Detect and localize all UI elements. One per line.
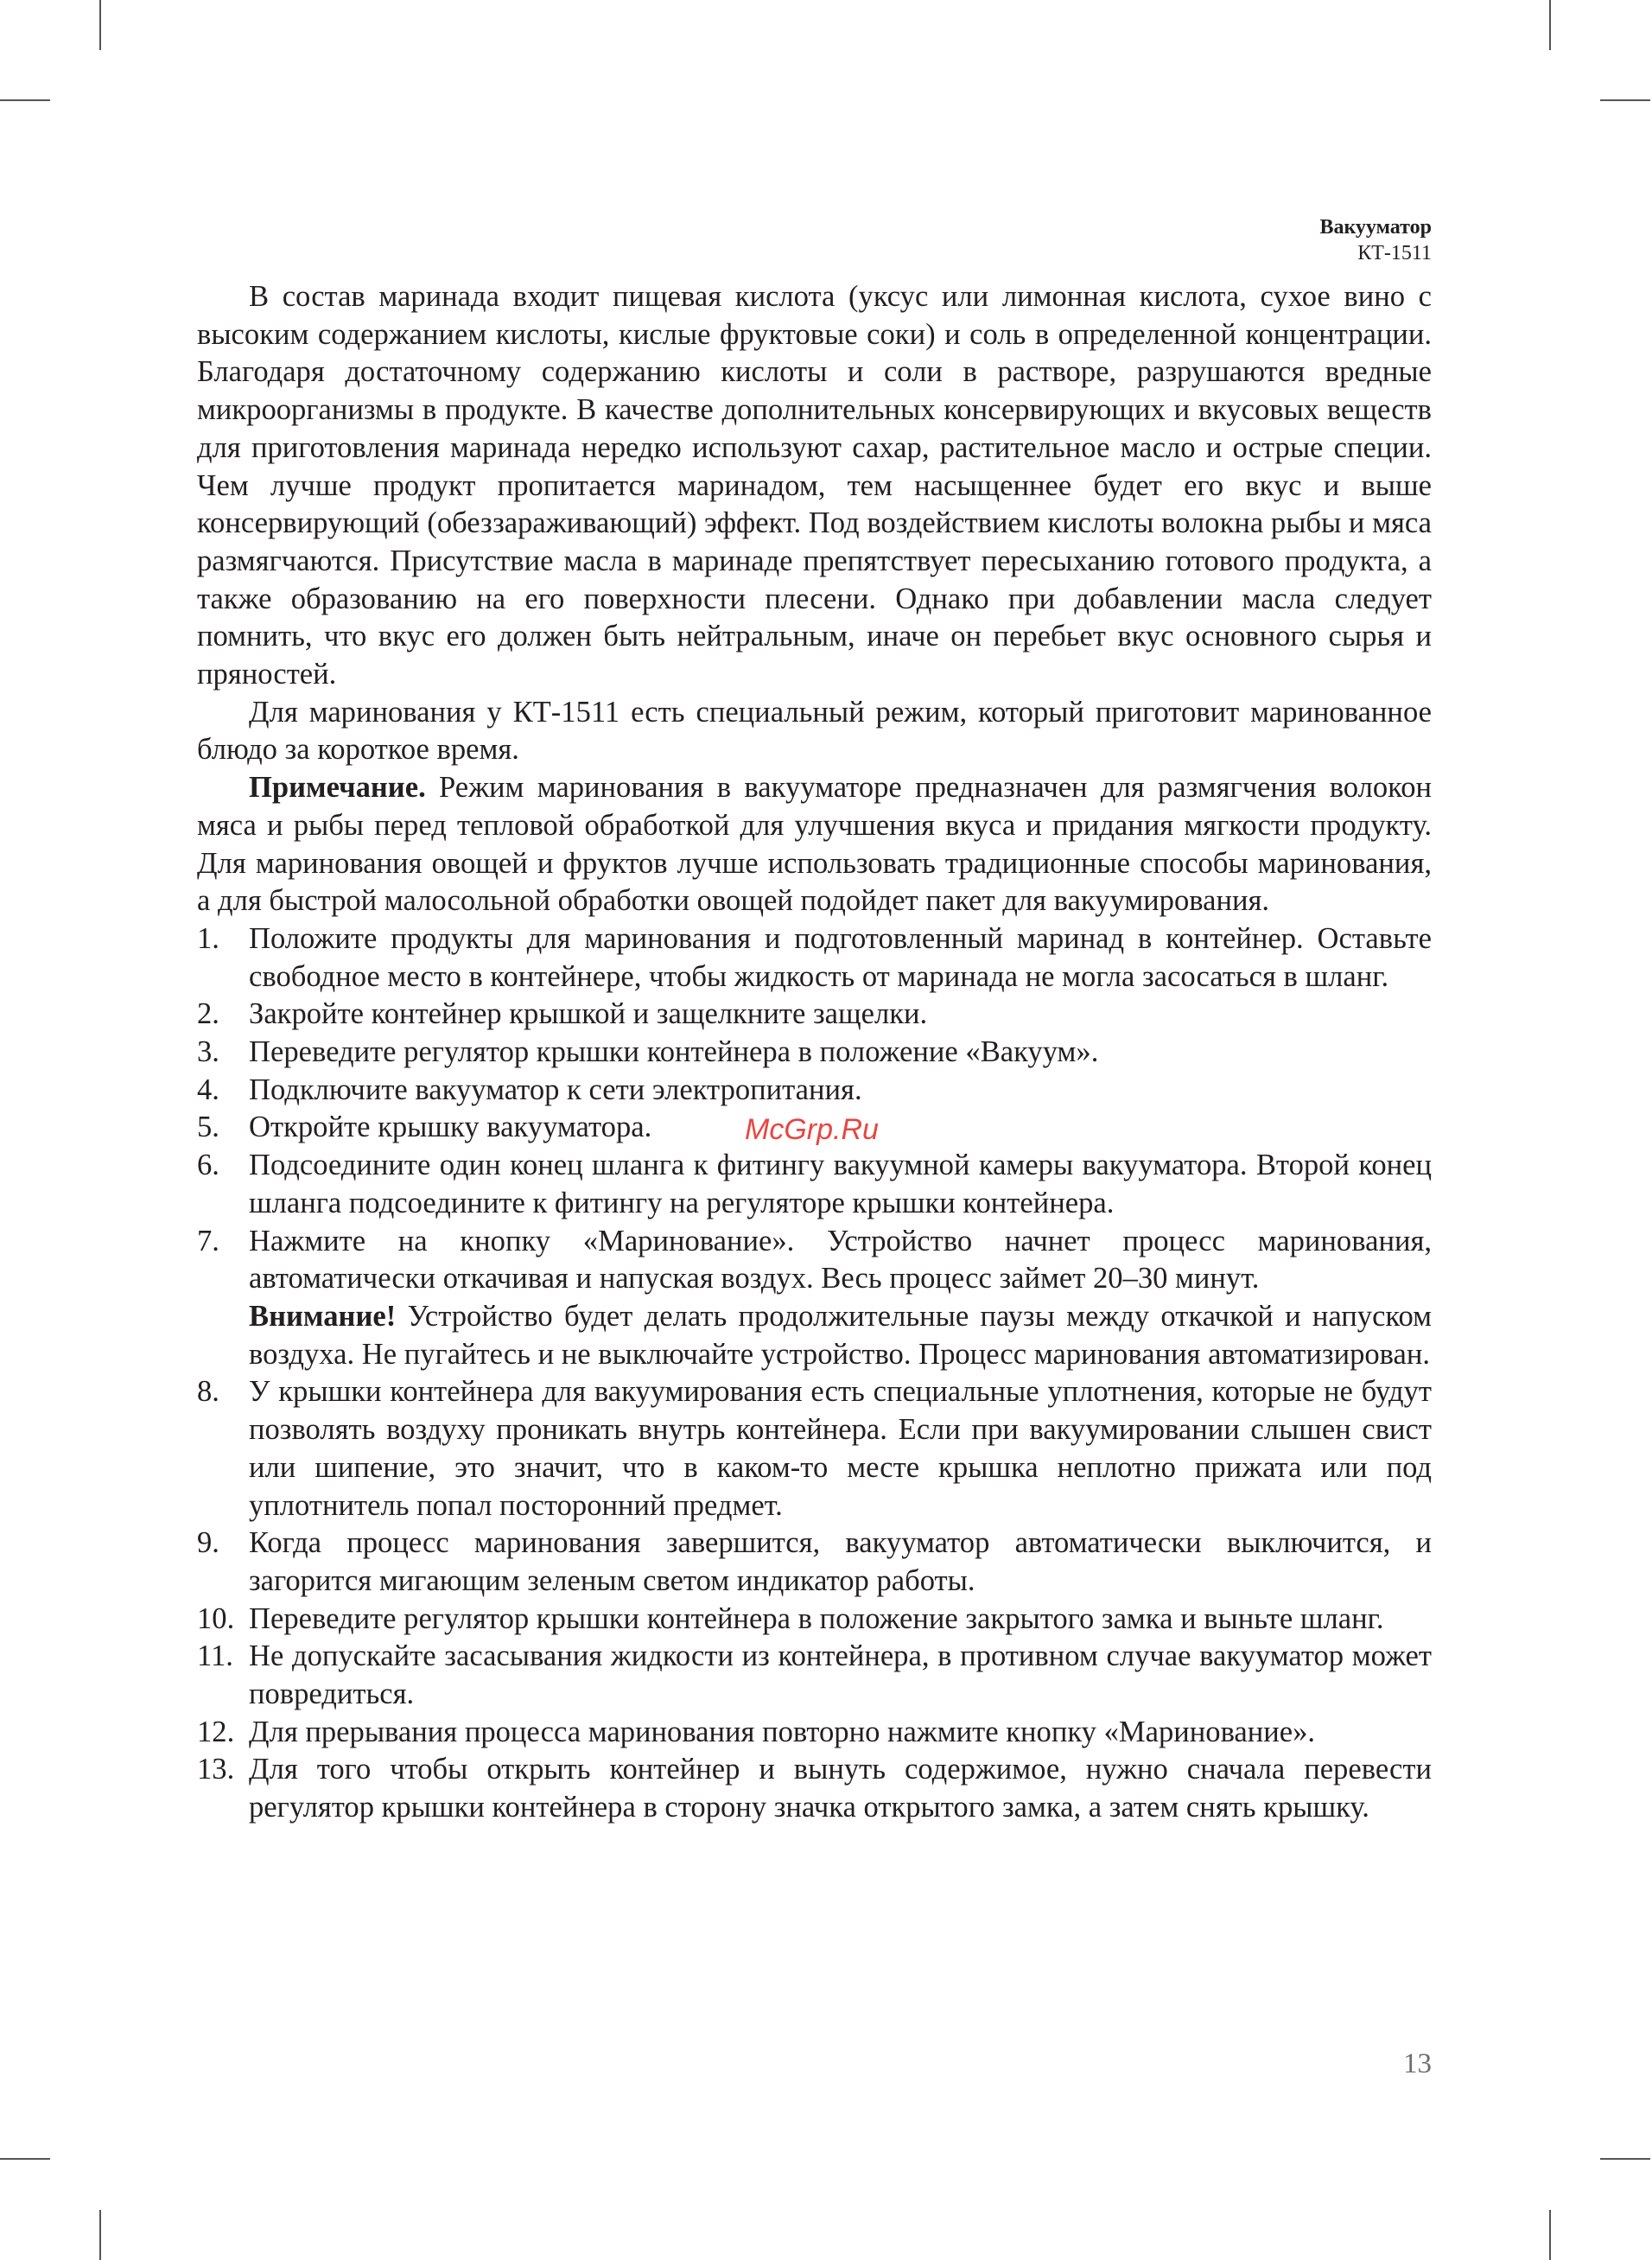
step-text: Положите продукты для маринования и подготовленный маринад в контейнер. Оставьте свободное место в контейнере, чтобы жидкость от маринада не могла засосаться в шланг. xyxy=(249,921,1432,993)
warning-label: Внимание! xyxy=(249,1299,397,1333)
step-number: 3. xyxy=(197,1035,219,1069)
list-item xyxy=(197,1373,1432,1525)
running-header xyxy=(1319,214,1432,266)
list-item xyxy=(197,1525,1432,1600)
step-text: У крышки контейнера для вакуумирования есть специальные уплотнения, которые не будут позволять воздуху проникать внутрь контейнера. Если при вакуумировании слышен свист или шипение, это значит, что в каком-то месте крышка неплотно прижата или под уплотнитель попал посторонний предмет. xyxy=(249,1375,1432,1522)
step-number: 13. xyxy=(197,1753,235,1786)
crop-mark-left-top xyxy=(0,99,50,101)
crop-mark-bottom-left xyxy=(99,2210,101,2260)
paragraph-marinade: В состав маринада входит пищевая кислота (уксус или лимонная кислота, сухое вино с высоким содержанием кислоты, кислые фруктовые соки) и соль в определенной концентрации. Благодаря достаточному содержанию кислоты и соли в растворе, разрушаются вредные микроорганизмы в продукте. В качестве дополнительных консервирующих и вкусовых веществ для приготовления маринада нередко используют сахар, растительное масло и острые специи. Чем лучше продукт пропитается маринадом, тем насыщеннее будет его вкус и выше консервирующий (обеззараживающий) эффект. Под воздействием кислоты волокна рыбы и мяса размягчаются. Присутствие масла в маринаде препятствует пересыханию готового продукта, а также образованию на его поверхности плесени. Однако при добавлении масла следует помнить, что вкус его должен быть нейтральным, иначе он перебьет вкус основного сырья и пряностей. xyxy=(197,280,1432,691)
list-item xyxy=(197,1601,1432,1639)
crop-mark-top-left xyxy=(99,0,101,50)
crop-mark-left-bottom xyxy=(0,2158,50,2160)
step-number: 8. xyxy=(197,1375,219,1409)
step-number: 1. xyxy=(197,921,219,955)
step-number: 7. xyxy=(197,1224,219,1257)
step-number: 9. xyxy=(197,1526,219,1560)
step-text: Для того чтобы открыть контейнер и вынуть содержимое, нужно сначала перевести регулятор крышки контейнера в сторону значка открытого замка, а затем снять крышку. xyxy=(249,1753,1432,1824)
warning-text: Устройство будет делать продолжительные паузы между откачкой и напуском воздуха. Не пугайтесь и не выключайте устройство. Процесс маринования автоматизирован. xyxy=(249,1299,1432,1371)
step-text: Закройте контейнер крышкой и защелкните защелки. xyxy=(249,997,928,1031)
step-text: Переведите регулятор крышки контейнера в положение закрытого замка и выньте шланг. xyxy=(249,1601,1384,1635)
note-label: Примечание. xyxy=(249,771,426,805)
step-text: Подключите вакууматор к сети электропитания. xyxy=(249,1073,862,1106)
step-text: Нажмите на кнопку «Маринование». Устройство начнет процесс маринования, автоматически откачивая и напуская воздух. Весь процесс займет 20–30 минут. xyxy=(249,1224,1432,1296)
step-text: Для прерывания процесса маринования повторно нажмите кнопку «Маринование». xyxy=(249,1715,1316,1748)
list-item xyxy=(197,1714,1432,1752)
step-number: 2. xyxy=(197,997,219,1031)
crop-mark-right-bottom xyxy=(1600,2158,1650,2160)
note-paragraph xyxy=(197,769,1432,920)
list-item xyxy=(197,1223,1432,1374)
list-item xyxy=(197,920,1432,996)
step-number: 5. xyxy=(197,1111,219,1144)
crop-mark-top-right xyxy=(1549,0,1551,50)
list-item xyxy=(197,1147,1432,1222)
step-number: 11. xyxy=(197,1639,233,1673)
step-number: 10. xyxy=(197,1601,235,1635)
step-text: Когда процесс маринования завершится, вакууматор автоматически выключится, и загорится мигающим зеленым светом индикатор работы. xyxy=(249,1526,1432,1597)
watermark-text: McGrp.Ru xyxy=(745,1113,879,1146)
step-text: Не допускайте засасывания жидкости из контейнера, в противном случае вакууматор может повредиться. xyxy=(249,1639,1432,1711)
step-text: Подсоедините один конец шланга к фитингу вакуумной камеры вакууматора. Второй конец шланга подсоедините к фитингу на регуляторе крышки контейнера. xyxy=(249,1149,1432,1219)
list-item xyxy=(197,1034,1432,1072)
crop-mark-right-top xyxy=(1600,99,1650,101)
note-text: Режим маринования в вакууматоре предназначен для размягчения волокон мяса и рыбы перед тепловой обработкой для улучшения вкуса и придания мягкости продукту. Для маринования овощей и фруктов лучше использовать традиционные способы маринования, а для быстрой малосольной обработки овощей подойдет пакет для вакуумирования. xyxy=(197,771,1432,918)
body-text xyxy=(197,278,1432,1827)
list-item xyxy=(197,1072,1432,1110)
step-number: 12. xyxy=(197,1715,235,1748)
steps-list xyxy=(197,920,1432,1827)
crop-mark-bottom-right xyxy=(1549,2210,1551,2260)
header-title: Вакууматор xyxy=(1319,216,1432,239)
step-text: Переведите регулятор крышки контейнера в положение «Вакуум». xyxy=(249,1035,1099,1069)
step-text: Откройте крышку вакууматора. xyxy=(249,1111,652,1144)
step-number: 6. xyxy=(197,1149,219,1182)
list-item xyxy=(197,1751,1432,1826)
paragraph-mode: Для маринования у КТ-1511 есть специальный режим, который приготовит маринованное блюдо за короткое время. xyxy=(197,695,1432,767)
page-number: 13 xyxy=(1403,2048,1432,2079)
list-item xyxy=(197,1638,1432,1713)
list-item xyxy=(197,996,1432,1034)
step-number: 4. xyxy=(197,1073,219,1106)
header-model: КТ-1511 xyxy=(1357,242,1432,264)
